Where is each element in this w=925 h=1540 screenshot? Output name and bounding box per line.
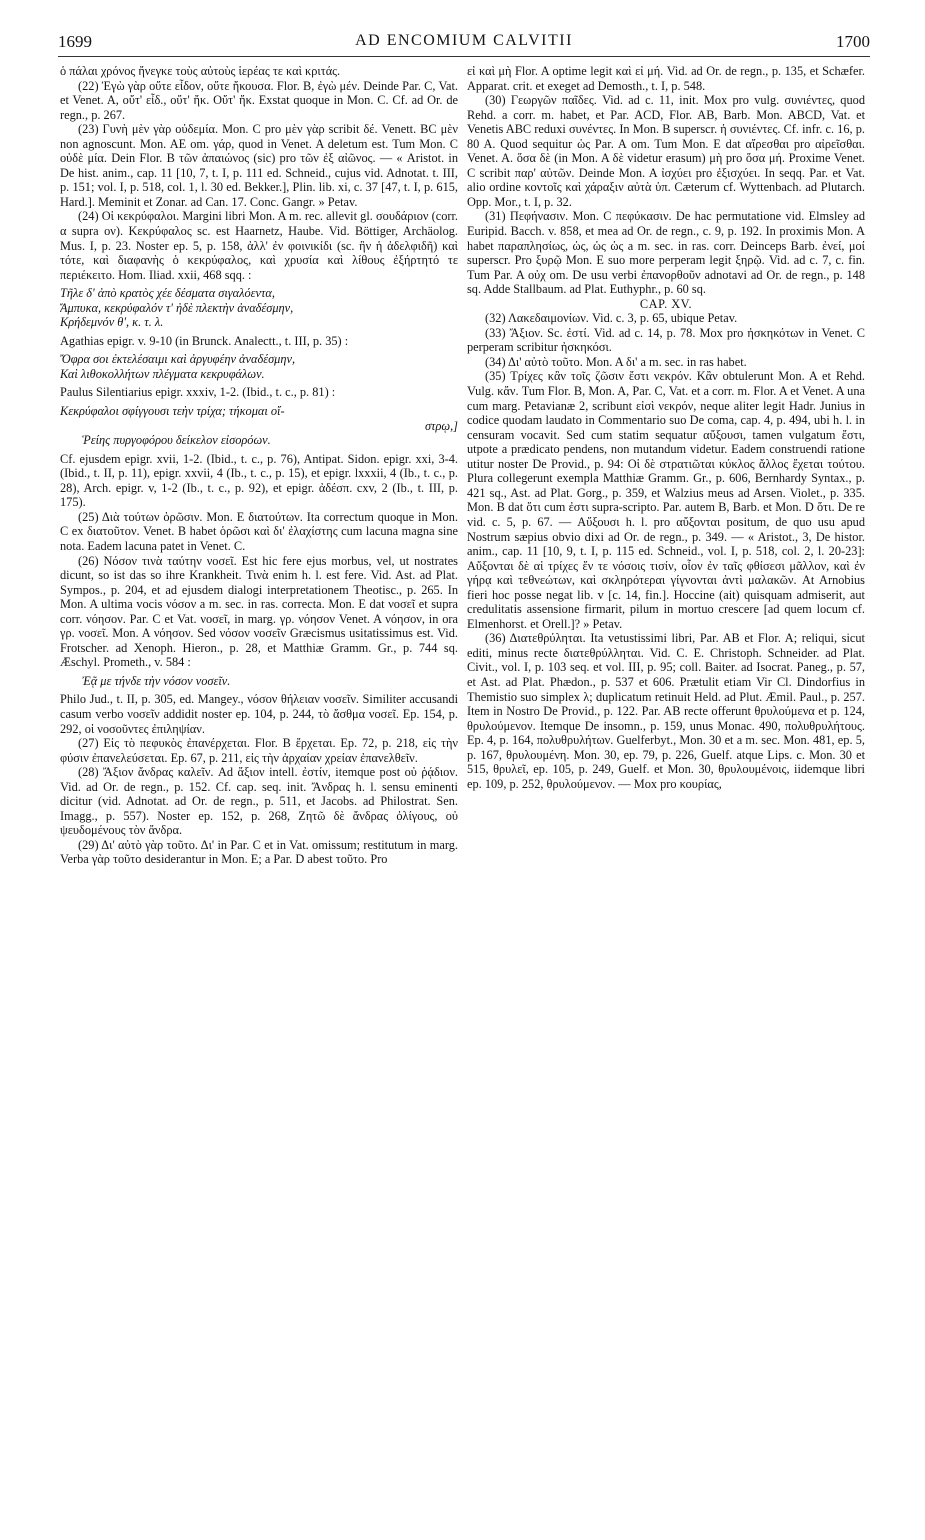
note-paragraph: Paulus Silentiarius epigr. xxxiv, 1-2. (Ibid., t. c., p. 81) : xyxy=(60,385,336,400)
verse-quote xyxy=(60,286,458,330)
running-title: AD ENCOMIUM CALVITII xyxy=(355,32,573,49)
header-rule xyxy=(58,56,870,57)
note-paragraph: ὁ πάλαι χρόνος ἤνεγκε τοὺς αὐτοὺς ἱερέας τε καὶ κριτάς. xyxy=(60,64,341,78)
verse-line: Κεκρύφαλοι σφίγγουσι τεὴν τρίχα; τήκομαι οἴ- xyxy=(60,404,285,419)
right-column xyxy=(467,64,865,1524)
verse-line: Καὶ λιθοκολλήτων πλέγματα κεκρυφάλων. xyxy=(60,366,265,381)
left-column xyxy=(60,64,458,1524)
note-paragraph: (32) Λακεδαιμονίων. Vid. c. 3, p. 65, ubique Petav. xyxy=(485,311,738,326)
verse-quote xyxy=(60,674,458,689)
note-paragraph: (27) Εἰς τὸ πεφυκὸς ἐπανέρχεται. Flor. B ἔρχεται. Ep. 72, p. 218, εἰς τὴν φύσιν ἐπανελεύσεται. Ep. 67, p. 211, εἰς τὴν ἀρχαίαν χρείαν ἐπανελθεῖν. xyxy=(60,736,458,765)
note-paragraph: Philo Jud., t. II, p. 305, ed. Mangey., νόσον θήλειαν νοσεῖν. Similiter accusandi casum verbo νοσεῖν addidit noster ep. 104, p. 244, τὸ ἄσθμα νοσεῖ. Ep. 154, p. 292, οἱ νοσοῦντες ἐπιληψίαν. xyxy=(60,692,458,736)
note-paragraph: εἰ καὶ μὴ Flor. A optime legit καὶ εἰ μή. Vid. ad Or. de regn., p. 135, et Schæfer. Apparat. crit. et exeget ad Demosth., t. I, p. 548. xyxy=(467,64,865,93)
verse-line: στρῳ,] xyxy=(424,418,458,433)
note-paragraph: (36) Διατεθρύληται. Ita vetustissimi libri, Par. AB et Flor. A; reliqui, sicut editi, minus recte διατεθρύλληται. Vid. C. E. Christoph. Schneider. ad Plat. Civit., vol. I, p. 103 seq. et vol. III, p. 95; coll. Baiter. ad Isocrat. Paneg., p. 57, et Ast. ad Plat. Phædon., p. 537 et 606. Prætulit etiam Vir Cl. Dindorfius in Themistio suo simplex λ; duplicatum retinuit Held. ad Plut. Æmil. Paul., p. 257. Item in Nostro De Provid., p. 122. Par. AB recte offerunt θρυλούμενα et p. 124, θρυλούμενον. Itemque De insomn., p. 159, unus Monac. 490, πολυθρυλήτους. Ep. 4, p. 164, πολυθρυλήτων. Guelferbyt., Mon. 30 et a m. sec. Mon. 481, ep. 5, p. 167, θρυλουμένη. Mon. 30, ep. 79, p. 226, Guelf. atque Lips. c. Mon. 30 et 515, θρυλεῖ, ep. 105, p. 249, Guelf. et Mon. 30, θρυλουμένοις, iidemque libri ep. 109, p. 252, θρυλούμενον. — Mox pro κουρίας, xyxy=(467,631,865,791)
page-number-left: 1699 xyxy=(58,32,92,51)
verse-line: Ἄμπυκα, κεκρύφαλόν τ' ἠδὲ πλεκτὴν ἀναδέσμην, xyxy=(60,300,294,315)
verse-line: Τῆλε δ' ἀπὸ κρατὸς χέε δέσματα σιγαλόεντα, xyxy=(60,286,275,301)
note-paragraph: (28) Ἄξιον ἄνδρας καλεῖν. Ad ἄξιον intell. ἐστίν, itemque post οὐ ῥᾴδιον. Vid. ad Or. de regn., p. 152. Cf. cap. seq. init. Ἄνδρας h. l. sensu eminenti dicitur (vid. Adnotat. ad Or. de regn., p. 511, et Jacobs. ad Philostrat. Sen. Imagg., p. 557). Noster ep. 152, p. 268, Ζητῶ δὲ ἄνδρας ὀλίγους, οὐ ψευδομένους τὸν ἄνδρα. xyxy=(60,765,458,838)
note-paragraph: (23) Γυνὴ μὲν γὰρ οὐδεμία. Mon. C pro μὲν γὰρ scribit δέ. Venett. BC μὲν non agnoscunt. Mon. AE om. γάρ, quod in Venet. A deletum est. Tum Mon. C οὐδὲ μία. Dein Flor. B τῶν ἀπαιώνος (sic) pro τῶν ἐξ αἰῶνος. — « Aristot. in De hist. anim., cap. 11 [10, 7, t. I, p. 111 ed. Schneid., cujus vid. Adnotat. t. III, p. 151; vol. I, p. 518, col. 1, l. 30 ed. Bekker.], Plin. lib. xi, c. 37 [47, t. I, p. 615, Hard.]. Meminit et Zonar. ad Can. 17. Conc. Gangr. » Petav. xyxy=(60,122,458,209)
note-paragraph: (29) Δι' αὐτὸ γὰρ τοῦτο. Δι' in Par. C et in Vat. omissum; restitutum in marg. Verba γὰρ τοῦτο desiderantur in Mon. E; a Par. D abest τοῦτο. Pro xyxy=(60,837,458,867)
verse-line: Ὄφρα σοι ἐκτελέσαιμι καὶ ἀργυφέην ἀναδέσμην, xyxy=(60,352,296,367)
note-paragraph: (31) Πεφήνασιν. Mon. C πεφύκασιν. De hac permutatione vid. Elmsley ad Euripid. Bacch. v. 858, et mea ad Or. de regn., c. 9, p. 192. In proximis Mon. A habet παραπλησίως, ὡς, ὡς ὡς a m. sec. in ras. corr. Deinceps Barb. ἐνεί, μοί superscr. Pro ξυρῷ Mon. E suo more perperam legit ξηρῷ. Vid. ad c. 7, c. fin. Tum Par. A οὐχ om. De usu verbi ἐπανορθοῦν adnotavi ad Or. de regn., p. 148 sq. Adde Stallbaum. ad Plat. Euthyphr., p. 60 sq. xyxy=(467,209,865,297)
chapter-heading: CAP. XV. xyxy=(639,296,693,311)
note-paragraph: Cf. ejusdem epigr. xvii, 1-2. (Ibid., t. c., p. 76), Antipat. Sidon. epigr. xxi, 3-4. (Ibid., t. II, p. 11), epigr. xxvii, 4 (Ib., t. c., p. 15), et epigr. lxxxii, 4 (Ib., t. c., p. 28), Arch. epigr. v, 1-2 (Ib., t. c., p. 92), et epigr. ἀδέσπ. cxv, 2 (Ib., t. III, p. 175). xyxy=(60,451,458,510)
verse-line: Ῥείης πυργοφόρου δείκελον εἰσορόων. xyxy=(82,433,271,448)
note-paragraph: (24) Οἱ κεκρύφαλοι. Margini libri Mon. A m. rec. allevit gl. σουδάριον (corr. α supra ον). Κεκρύφαλος sc. est Haarnetz, Haube. Vid. Böttiger, Archäolog. Mus. I, p. 23. Noster ep. 5, p. 158, ἀλλ' ἐν φοινικίδι (sc. ἣν ἡ ἀδελφιδῆ) καὶ τότε, καὶ διαφανὴς ὁ κεκρύφαλος, καὶ χρυσία καὶ λίθους ἐξήρτητό τε περιέκειτο. Hom. Iliad. xxii, 468 sqq. : xyxy=(60,209,458,282)
note-paragraph: (25) Διὰ τούτων ὁρῶσιν. Mon. E διατούτων. Ita correctum quoque in Mon. C ex διατοῦτον. Venet. B habet ὁρῶσι καὶ δι' ἐλαχίστης cum lacuna magna sine nota. Eadem lacuna patet in Venet. C. xyxy=(60,509,458,553)
note-paragraph: (30) Γεωργῶν παῖδες. Vid. ad c. 11, init. Mox pro vulg. συνιέντες, quod Rehd. a corr. m. habet, et Par. ACD, Flor. AB, Barb. Mon. ABCD, Vat. et Venetis ABC reduxi συνέντες. In Mon. B superscr. ἡ συνιέντες. Cf. infr. c. 16, p. 80 A. Quod sequitur ὡς Par. A om. Tum Mon. E dat αἴρεσθαι pro αἰρεῖσθαι. Venet. A. ὅσα δὲ (in Mon. A δὲ videtur erasum) μὴ pro ὅσα μή. Proxime Venet. C scribit παρ' αὐτῶν. Deinde Mon. A ἰσχύει pro ἐξισχύει. In seqq. Par. et Vat. alio ordine κοντοῖς καὶ χάραξιν αὐτὰ ὑπ. Cæterum cf. Wyttenbach. ad Plutarch. Opp. Mor., t. I, p. 32. xyxy=(467,93,865,209)
note-paragraph: (35) Τρίχες κἂν τοῖς ζῶσιν ἔστι νεκρόν. Κἂν obtulerunt Mon. A et Rehd. Vulg. κἄν. Tum Flor. B, Mon. A, Par. C, Vat. et a corr. m. Flor. A et Venet. A una cum marg. Petavianæ 2, scribunt εἰσὶ νεκρόν, neque aliter legit Hadr. Junius in codice quodam laudato in Commentario suo De coma, cap. 4, p. 494, ubi h. l. in censuram vocavit. Sed cum statim sequatur αὔξουσι, tamen vulgatum ἔστι, utpote a prædicato pendens, non mutandum videtur. Eadem construendi ratione utitur noster De Provid., p. 94: Οἱ δὲ στρατιῶται κύκλος ἄλλος ἔχεται τούτου. Plura collegerunt exempla Matthiæ Gramm. Gr., p. 606, Bernhardy Syntax., p. 421 sq., Ast. ad Plat. Gorg., p. 359, et Walzius meus ad Arsen. Violet., p. 335. Mon. B dat ὅτι cum ἐστι supra-scripto. Par. autem B, Barb. et Mon. D ὅτι. De re vid. c. 5, p. 67. — Αὔξουσι h. l. pro αὔξονται positum, de quo usu apud Nostrum sæpius obvio dixi ad Or. de regn., p. 349. — « Aristot., 3, De histor. anim., cap. 11 [10, 9, t. I, p. 115 ed. Schneid., vol. I, p. 518, col. 2, l. 20-23]: Αὔξονται δὲ αἱ τρίχες ἔν τε νόσοις τισίν, οἷον ἐν ταῖς φθίσεσι μᾶλλον, καὶ ἐν γήρᾳ καὶ τεθνεώτων, καὶ σκληρότεραι γίγνονται ἀντὶ μαλακῶν. At Arnobius fieri hoc posse negat lib. v [c. 14, fin.]. Hoccine (ait) quisquam admiserit, aut credulitatis assensione firmarit, pilum in mortuo crescere [ad quem locum cf. Elmenhorst. et Orell.]? » Petav. xyxy=(467,369,865,631)
note-paragraph: Agathias epigr. v. 9-10 (in Brunck. Analectt., t. III, p. 35) : xyxy=(60,333,349,348)
note-paragraph: (34) Δι' αὐτὸ τοῦτο. Mon. A δι' a m. sec. in ras habet. xyxy=(485,354,747,369)
verse-quote xyxy=(60,404,458,448)
note-paragraph: (22) Ἐγὼ γὰρ οὔτε εἶδον, οὔτε ἤκουσα. Flor. B, ἐγὼ μέν. Deinde Par. C, Vat. et Venet. A, οὔτ' εἶδ., οὔτ' ἤκ. Οὔτ' ἤκ. Exstat quoque in Mon. C. Cf. ad Or. de regn., p. 267. xyxy=(60,78,458,122)
verse-line: Ἐᾷ με τήνδε τὴν νόσον νοσεῖν. xyxy=(82,673,231,688)
note-paragraph: (26) Νόσον τινὰ ταύτην νοσεῖ. Est hic fere ejus morbus, vel, ut nostrates dicunt, so ist das so ihre Krankheit. Τινὰ enim h. l. est fere. Vid. Ast. ad Plat. Sympos., p. 204, et ad ejusdem dialogi interpretationem Theotisc., p. 265. In Mon. A ultima vocis νόσον a m. sec. in ras. correcta. Mon. E dat νοσεῖ et supra corr. νόησον. Par. C et Vat. νοσεῖ, in marg. γρ. νόησον Venet. A νόησον, in ora γρ. νοσεῖ. Mon. A νόησον. Sed νόσον νοσεῖν Græcismus usitatissimus est. Vid. Frotscher. ad Xenoph. Hieron., p. 28, et Matthiæ Gramm. Gr., p. 744 sq. Æschyl. Prometh., v. 584 : xyxy=(60,553,458,670)
verse-line: Κρήδεμνόν θ', κ. τ. λ. xyxy=(60,315,164,330)
page-number-right: 1700 xyxy=(836,32,870,51)
verse-quote xyxy=(60,352,458,381)
note-paragraph: (33) Ἄξιον. Sc. ἐστί. Vid. ad c. 14, p. 78. Mox pro ἠσκηκότων in Venet. C perperam scribitur ἠσκηκόσι. xyxy=(467,325,865,355)
page-header xyxy=(58,32,870,56)
